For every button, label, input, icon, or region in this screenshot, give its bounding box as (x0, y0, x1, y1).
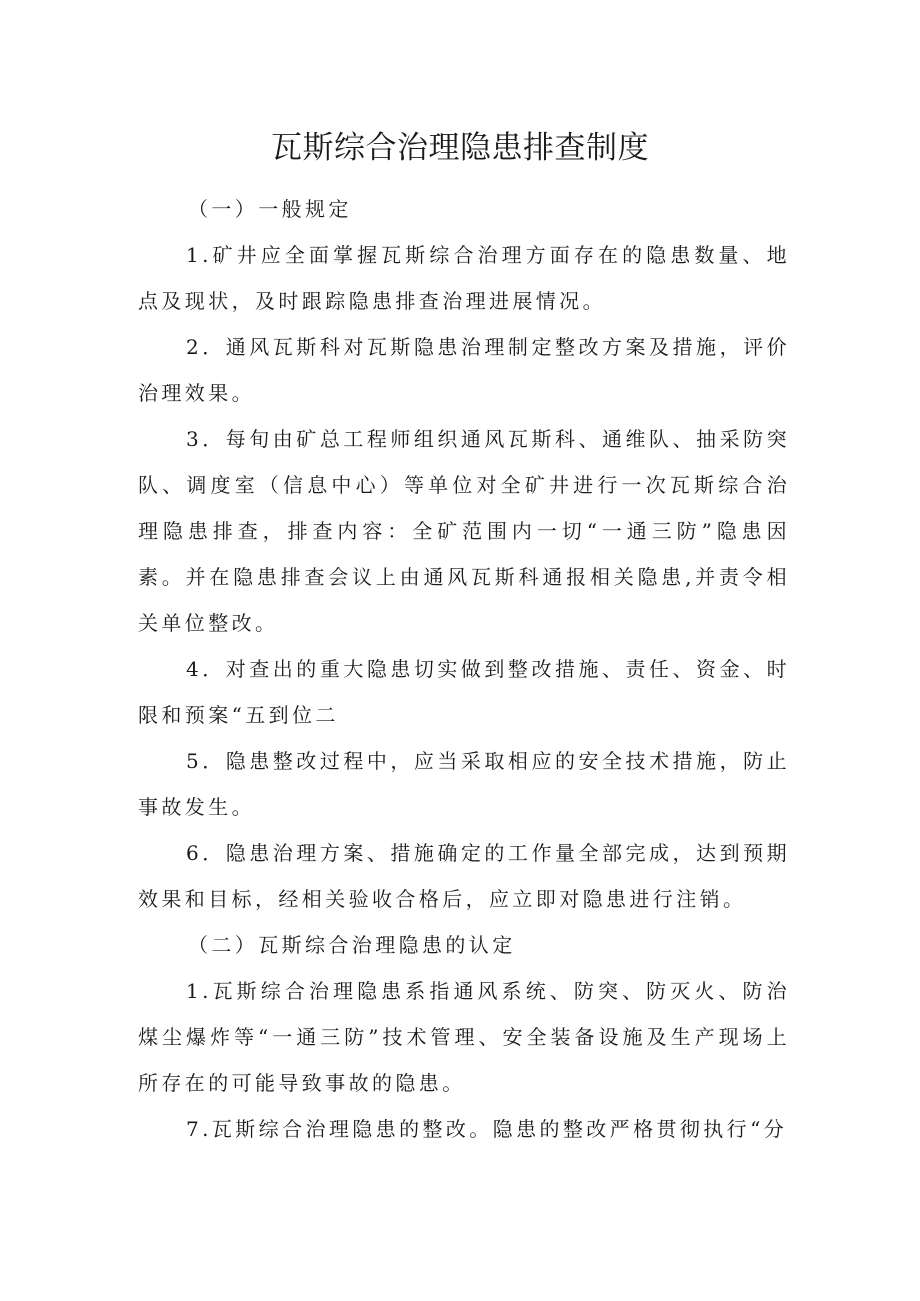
document-title: 瓦斯综合治理隐患排查制度 (271, 130, 649, 166)
section-heading-identification: （二）瓦斯综合治理隐患的认定 (188, 933, 516, 957)
paragraph-3: 3．每旬由矿总工程师组织通风瓦斯科、通维队、抽采防突队、调度室（信息中心）等单位对全矿井进行一次瓦斯综合治理隐患排查，排查内容：全矿范围内一切“一通三防”隐患因素。并在隐患排查会议上由通风瓦斯科通报相关隐患,并责令相关单位整改。 (138, 427, 790, 635)
section-heading-general: （一）一般规定 (188, 197, 352, 221)
paragraph-5: 5．隐患整改过程中，应当采取相应的安全技术措施，防止事故发生。 (138, 749, 790, 819)
paragraph-1: 1.矿井应全面掌握瓦斯综合治理方面存在的隐患数量、地点及现状，及时跟踪隐患排查治理进展情况。 (138, 243, 790, 313)
paragraph-8: 7.瓦斯综合治理隐患的整改。隐患的整改严格贯彻执行“分 (186, 1117, 788, 1141)
paragraph-7: 1.瓦斯综合治理隐患系指通风系统、防突、防灭火、防治煤尘爆炸等“一通三防”技术管理、安全装备设施及生产现场上所存在的可能导致事故的隐患。 (138, 979, 790, 1095)
paragraph-2: 2．通风瓦斯科对瓦斯隐患治理制定整改方案及措施，评价治理效果。 (138, 335, 790, 405)
paragraph-6: 6．隐患治理方案、措施确定的工作量全部完成，达到预期效果和目标，经相关验收合格后，应立即对隐患进行注销。 (138, 841, 790, 911)
document-body (138, 186, 790, 1152)
paragraph-4: 4．对查出的重大隐患切实做到整改措施、责任、资金、时限和预案“五到位二 (138, 657, 790, 727)
